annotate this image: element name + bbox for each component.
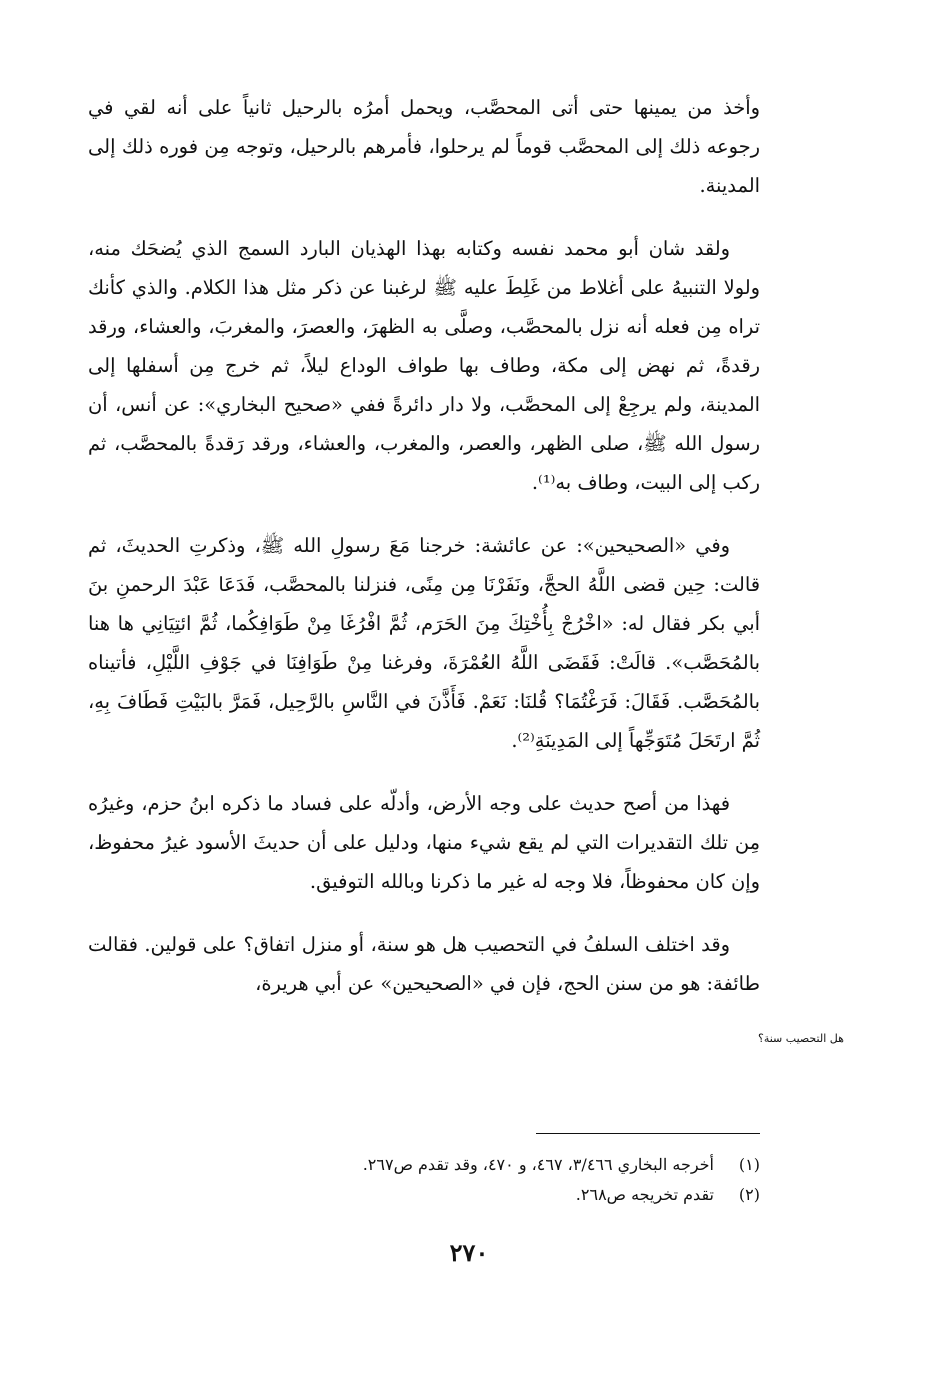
footnote-text: تقدم تخريجه ص٢٦٨. bbox=[575, 1185, 714, 1204]
paragraph-2: ولقد شان أبو محمد نفسه وكتابه بهذا الهذيان البارد السمج الذي يُضحَك منه، ولولا التنبيهُ على أغلاط من غَلِطَ عليه ﷺ لرغبنا عن ذكر مثل هذا الكلام. والذي كأنك تراه مِن فعله أنه نزل بالمحصَّب، وصلَّى به الظهرَ، والعصرَ، والمغربَ، والعشاء، ورقد رقدةً، ثم نهض إلى مكة، وطاف بها طواف الوداع ليلاً، ثم خرج مِن أسفلها إلى المدينة، ولم يرجِعْ إلى المحصَّب، ولا دار دائرةً ففي «صحيح البخاري»: عن أنس، أن رسول الله ﷺ، صلى الظهر، والعصر، والمغرب، والعشاء، ورقد رَقدةً بالمحصَّب، ثم ركب إلى البيت، وطاف به⁽¹⁾. bbox=[88, 237, 760, 494]
paragraph-4: فهذا من أصح حديث على وجه الأرض، وأدلّه على فساد ما ذكره ابنُ حزم، وغيرُه مِن تلك التقديرات التي لم يقع شيء منها، ودليل على أن حديثَ الأسود غيرُ محفوظ، وإن كان محفوظاً، فلا وجه له غير ما ذكرنا وبالله التوفيق. bbox=[88, 792, 760, 893]
footnote-divider bbox=[536, 1133, 760, 1134]
paragraph-1: وأخذ من يمينها حتى أتى المحصَّب، ويحمل أمرُه بالرحيل ثانياً على أنه لقي في رجوعه ذلك إلى المحصَّب قوماً لم يرحلوا، فأمرهم بالرحيل، وتوجه مِن فوره ذلك إلى المدينة. bbox=[88, 96, 760, 197]
margin-note: هل التحصيب سنة؟ bbox=[758, 1032, 844, 1045]
paragraph-3: وفي «الصحيحين»: عن عائشة: خرجنا مَعَ رسولِ الله ﷺ، وذكرتِ الحديثَ، ثم قالت: حِين قضى اللَّهُ الحجَّ، ونَفَرْنَا مِن مِنًى، فنزلنا بالمحصَّب، فَدَعَا عَبْدَ الرحمنِ بنَ أبي بكر فقال له: «اخْرُجْ بِأُخْتِكَ مِنَ الحَرَم، ثُمَّ افْرُغَا مِنْ طَوَافِكُما، ثُمَّ ائتِيَانِي ها هنا بالمُحَصَّب». قالَتْ: فَقَضَى اللَّهُ العُمْرَةَ، وفرغنا مِنْ طَوَافِنَا في جَوْفِ اللَّيْلِ، فأتيناه بالمُحَصَّب. فَقَالَ: فَرَغْتُمَا؟ قُلنَا: نَعَمْ. فَأَذَّنَ في النَّاسِ بالرَّحِيل، فَمَرَّ بالبَيْتِ فَطَافَ بِهِ، ثُمَّ ارتَحَلَ مُتَوَجِّهاً إلى المَدِينَةِ⁽²⁾. bbox=[88, 534, 760, 752]
footnote-number: (٢) bbox=[738, 1185, 760, 1204]
footnote-2 bbox=[160, 1180, 760, 1210]
page-number: ٢٧٠ bbox=[449, 1238, 489, 1267]
footnotes bbox=[160, 1150, 760, 1210]
footnote-text: أخرجه البخاري ٣/٤٦٦، ٤٦٧، و ٤٧٠، وقد تقدم ص٢٦٧. bbox=[362, 1155, 714, 1174]
paragraph-5: وقد اختلف السلفُ في التحصيب هل هو سنة، أو منزل اتفاق؟ على قولين. فقالت طائفة: هو من سنن الحج، فإن في «الصحيحين» عن أبي هريرة، bbox=[88, 933, 760, 995]
main-text bbox=[88, 88, 760, 1003]
footnote-1 bbox=[160, 1150, 760, 1180]
footnote-number: (١) bbox=[738, 1155, 760, 1174]
